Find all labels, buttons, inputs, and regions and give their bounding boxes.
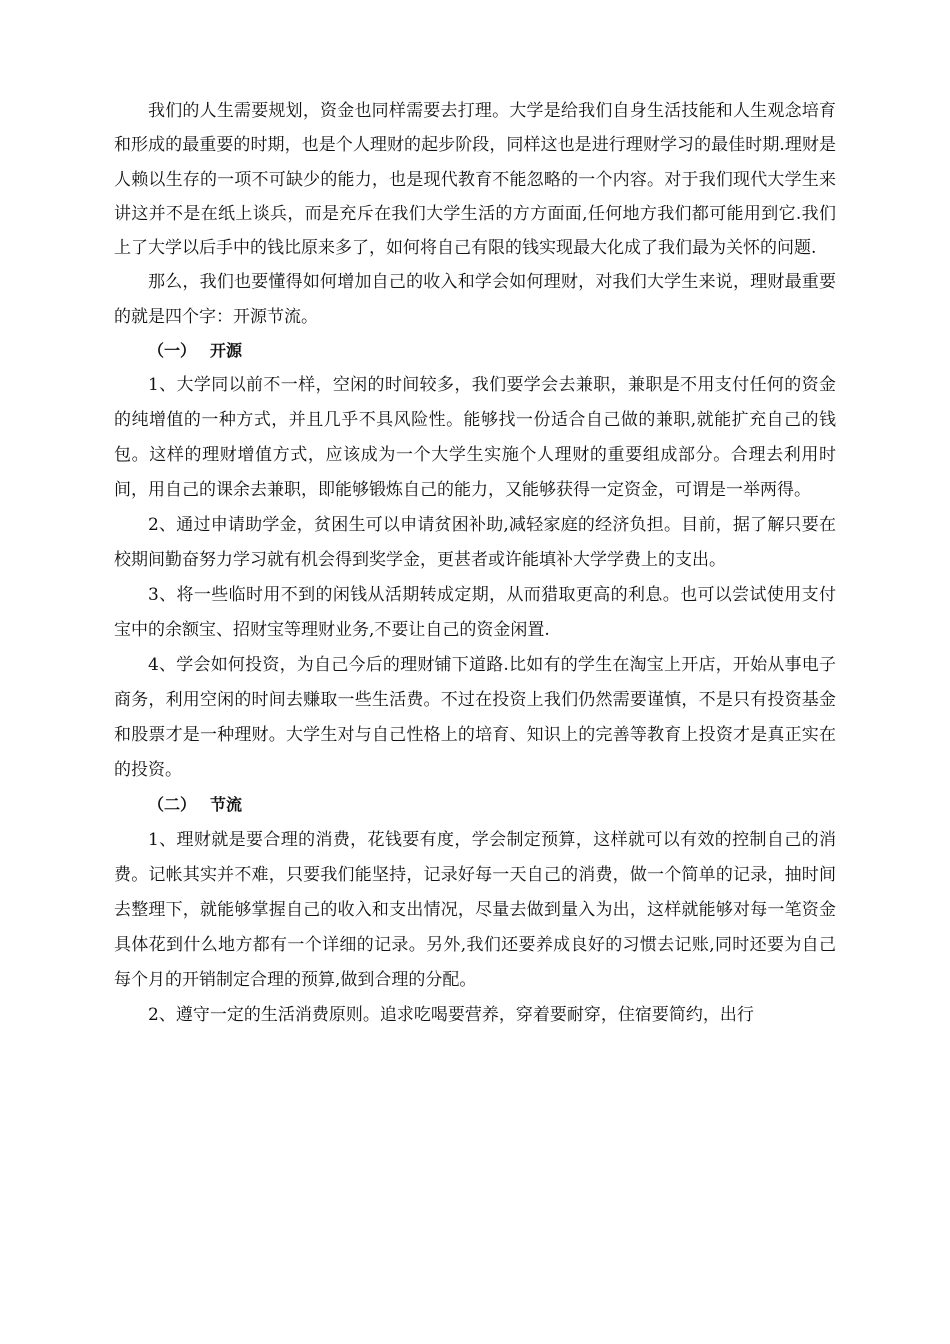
section-title: 节流 [210,795,243,815]
kaiyuan-item-1: 1、大学同以前不一样，空闲的时间较多，我们要学会去兼职，兼职是不用支付任何的资金的纯增值的一种方式，并且几乎不具风险性。能够找一份适合自己做的兼职,就能扩充自己的钱包。这样的理财增值方式，应该成为一个大学生实施个人理财的重要组成部分。合理去利用时间，用自己的课余去兼职，即能够锻炼自己的能力，又能够获得一定资金，可谓是一举两得。 [114,375,836,501]
kaiyuan-item-3: 3、将一些临时用不到的闲钱从活期转成定期，从而猎取更高的利息。也可以尝试使用支付宝中的余额宝、招财宝等理财业务,不要让自己的资金闲置. [114,585,836,641]
jieliu-item-2: 2、遵守一定的生活消费原则。追求吃喝要营养，穿着要耐穿，住宿要简约，出行 [148,1004,754,1025]
section-heading-kaiyuan [114,334,836,368]
document-page [114,94,836,1033]
section-title: 开源 [210,341,243,361]
kaiyuan-item-2: 2、通过申请助学金，贫困生可以申请贫困补助,减轻家庭的经济负担。目前，据了解只要在校期间勤奋努力学习就有机会得到奖学金，更甚者或许能填补大学学费上的支出。 [114,515,836,571]
jieliu-item-1: 1、理财就是要合理的消费，花钱要有度，学会制定预算，这样就可以有效的控制自己的消费。记帐其实并不难，只要我们能坚持，记录好每一天自己的消费，做一个简单的记录，抽时间去整理下，就能够掌握自己的收入和支出情况，尽量去做到量入为出，这样就能够对每一笔资金具体花到什么地方都有一个详细的记录。另外,我们还要养成良好的习惯去记账,同时还要为自己每个月的开销制定合理的预算,做到合理的分配。 [114,829,836,990]
kaiyuan-item-4: 4、学会如何投资，为自己今后的理财铺下道路.比如有的学生在淘宝上开店，开始从事电子商务，利用空闲的时间去赚取一些生活费。不过在投资上我们仍然需要谨慎，不是只有投资基金和股票才是一种理财。大学生对与自己性格上的培育、知识上的完善等教育上投资才是真正实在的投资。 [114,655,836,781]
intro-paragraph-2: 那么，我们也要懂得如何增加自己的收入和学会如何理财，对我们大学生来说，理财最重要的就是四个字：开源节流。 [114,272,836,327]
section-number: （一） [148,341,197,361]
section-heading-jieliu [114,788,836,822]
section-number: （二） [148,795,197,815]
intro-paragraph-1: 我们的人生需要规划，资金也同样需要去打理。大学是给我们自身生活技能和人生观念培育和形成的最重要的时期，也是个人理财的起步阶段，同样这也是进行理财学习的最佳时期.理财是人赖以生存的一项不可缺少的能力，也是现代教育不能忽略的一个内容。对于我们现代大学生来讲这并不是在纸上谈兵，而是充斥在我们大学生活的方方面面,任何地方我们都可能用到它.我们上了大学以后手中的钱比原来多了，如何将自己有限的钱实现最大化成了我们最为关怀的问题. [114,101,836,259]
